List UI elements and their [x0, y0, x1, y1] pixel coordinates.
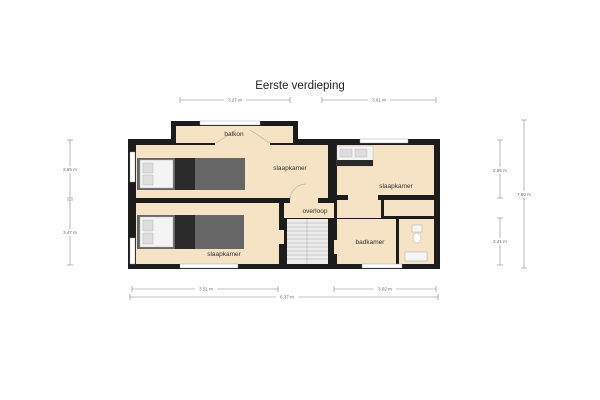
plan-title: Eerste verdieping: [255, 80, 345, 92]
door-balkon: [215, 139, 270, 145]
dim-top-left: 3.27 m: [228, 97, 242, 103]
door-bedroom3: [348, 195, 378, 200]
window-left-upper: [130, 152, 135, 182]
bed-2: [137, 215, 244, 249]
room-label-slaapkamer-3: slaapkamer: [379, 183, 413, 190]
dim-left-lower: 3.47 m: [63, 230, 77, 235]
dim-right-upper: 2.55 m: [493, 168, 507, 173]
window-top-right: [360, 139, 408, 143]
door-bedroom1: [290, 198, 318, 203]
sink: [405, 252, 427, 261]
room-label-balkon: balkon: [224, 131, 244, 138]
dim-bottom-right: 3.02 m: [378, 286, 392, 292]
window-left-lower: [130, 238, 135, 264]
window-bottom-left: [180, 264, 238, 268]
window-bottom-right: [362, 264, 402, 268]
window-balkon: [200, 121, 260, 125]
dim-right-total: 7.60 m: [517, 192, 531, 197]
dim-top-right: 3.61 m: [372, 97, 386, 103]
floor-hall-right: [337, 200, 381, 218]
stairs: [287, 219, 328, 264]
floor-closet: [384, 200, 434, 216]
bed-3: [337, 146, 373, 166]
room-label-slaapkamer-1: slaapkamer: [273, 165, 307, 172]
room-label-overloop: overloop: [302, 208, 328, 215]
dim-left-upper: 2.65 m: [63, 167, 77, 172]
room-label-badkamer: badkamer: [355, 239, 385, 246]
room-label-slaapkamer-2: slaapkamer: [207, 251, 241, 258]
dim-right-lower: 2.41 m: [493, 239, 507, 244]
door-bathroom: [334, 240, 337, 254]
dim-bottom-total: 6.37 m: [280, 294, 294, 300]
dim-bottom-left: 3.51 m: [199, 286, 213, 292]
bed-1: [137, 158, 245, 190]
door-bedroom2: [279, 230, 284, 244]
